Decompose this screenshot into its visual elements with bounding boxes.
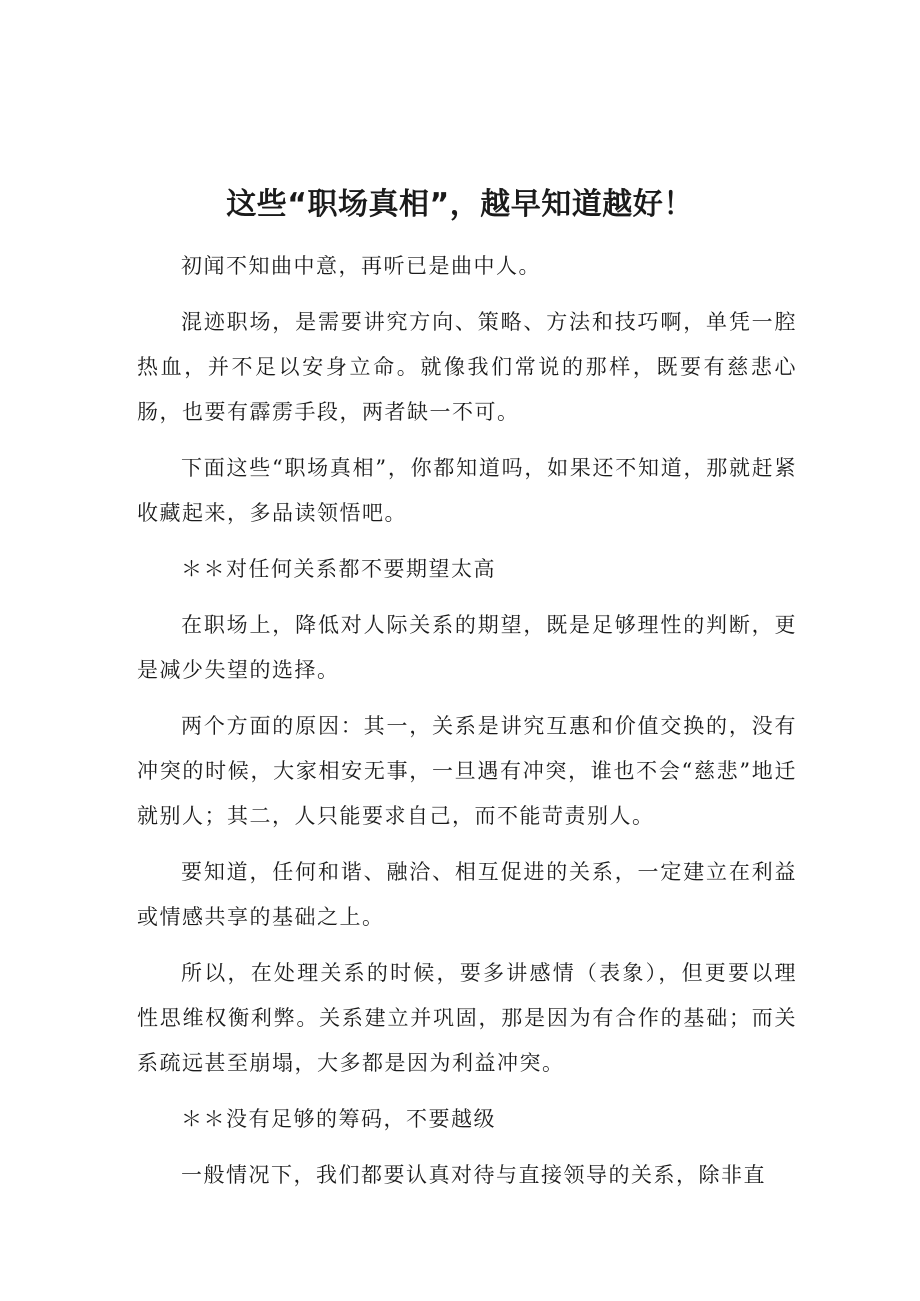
paragraph: 一般情况下，我们都要认真对待与直接领导的关系，除非直 bbox=[181, 1163, 766, 1187]
paragraph-intro: 初闻不知曲中意，再听已是曲中人。 bbox=[181, 254, 541, 278]
paragraph: 混迹职场，是需要讲究方向、策略、方法和技巧啊，单凭一腔热血，并不足以安身立命。就像我们常说的那样，既要有慈悲心肠，也要有霹雳手段，两者缺一不可。 bbox=[137, 310, 797, 424]
paragraph: 要知道，任何和谐、融洽、相互促进的关系，一定建立在利益或情感共享的基础之上。 bbox=[137, 860, 797, 929]
paragraph: 下面这些“职场真相”，你都知道吗，如果还不知道，那就赶紧收藏起来，多品读领悟吧。 bbox=[137, 456, 797, 525]
paragraph: 所以，在处理关系的时候，要多讲感情（表象），但更要以理性思维权衡利弊。关系建立并巩固，那是因为有合作的基础；而关系疏远甚至崩塌，大多都是因为利益冲突。 bbox=[137, 961, 797, 1075]
paragraph: 在职场上，降低对人际关系的期望，既是足够理性的判断，更是减少失望的选择。 bbox=[137, 613, 797, 682]
document-title: 这些“职场真相”，越早知道越好！ bbox=[226, 187, 694, 222]
document-body bbox=[137, 244, 797, 1209]
section-heading: ＊＊没有足够的筹码，不要越级 bbox=[181, 1107, 496, 1131]
paragraph: 两个方面的原因：其一，关系是讲究互惠和价值交换的，没有冲突的时候，大家相安无事，一旦遇有冲突，谁也不会“慈悲”地迁就别人；其二，人只能要求自己，而不能苛责别人。 bbox=[137, 714, 797, 828]
section-heading: ＊＊对任何关系都不要期望太高 bbox=[181, 557, 496, 581]
